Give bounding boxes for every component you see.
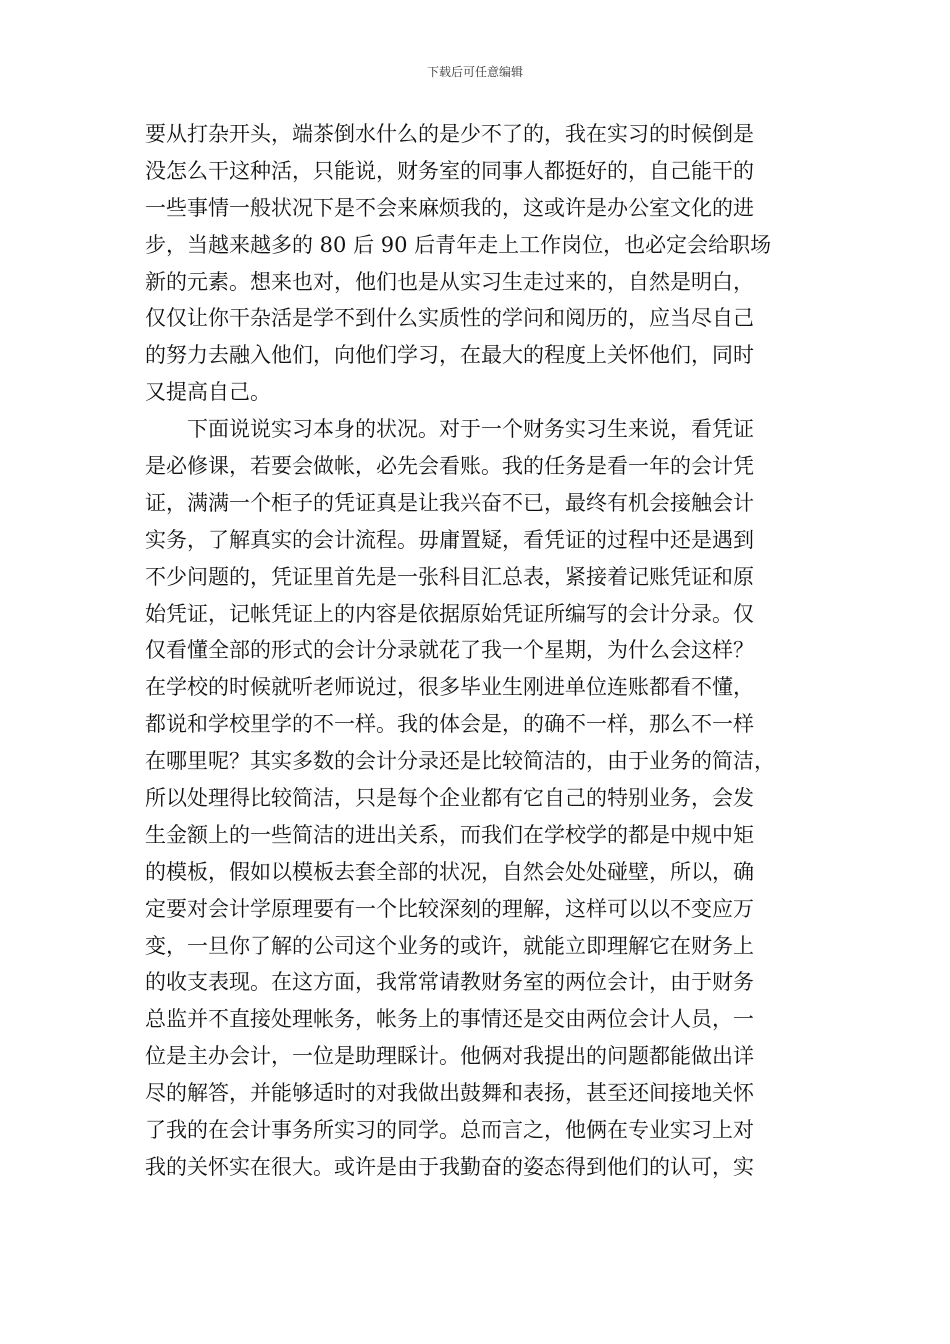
text-line: 了我的在会计事务所实习的同学。总而言之，他俩在专业实习上对 — [145, 1118, 754, 1143]
document-body — [145, 116, 805, 1186]
text-line: 一些事情一般状况下是不会来麻烦我的，这或许是办公室文化的进 — [145, 195, 754, 220]
text-line: 在学校的时候就听老师说过，很多毕业生刚进单位连账都看不懂， — [145, 675, 754, 700]
text-line: 实务，了解真实的会计流程。毋庸置疑，看凭证的过程中还是遇到 — [145, 527, 754, 552]
text-line: 仅看懂全部的形式的会计分录就花了我一个星期，为什么会这样？ — [145, 638, 754, 663]
paragraph-1 — [145, 116, 805, 411]
page-header: 下载后可任意编辑 — [426, 65, 523, 79]
text-line: 不少问题的，凭证里首先是一张科目汇总表，紧接着记账凭证和原 — [145, 564, 754, 589]
text-line: 仅仅让你干杂活是学不到什么实质性的学问和阅历的，应当尽自己 — [145, 306, 754, 331]
text-line: 总监并不直接处理帐务，帐务上的事情还是交由两位会计人员，一 — [145, 1007, 754, 1032]
text-line: 在哪里呢？其实多数的会计分录还是比较简洁的，由于业务的简洁， — [145, 749, 775, 774]
text-line: 变，一旦你了解的公司这个业务的或许，就能立即理解它在财务上 — [145, 933, 754, 958]
text-line: 始凭证，记帐凭证上的内容是依据原始凭证所编写的会计分录。仅 — [145, 601, 754, 626]
text-line: 又提高自己。 — [145, 380, 271, 405]
text-line: 尽的解答，并能够适时的对我做出鼓舞和表扬，甚至还间接地关怀 — [145, 1081, 754, 1106]
text-line: 所以处理得比较简洁，只是每个企业都有它自己的特别业务，会发 — [145, 786, 754, 811]
text-line: 定要对会计学原理要有一个比较深刻的理解，这样可以以不变应万 — [145, 896, 754, 921]
text-line: 位是主办会计，一位是助理睬计。他俩对我提出的问题都能做出详 — [145, 1044, 754, 1069]
text-line: 要从打杂开头，端茶倒水什么的是少不了的，我在实习的时候倒是 — [145, 122, 754, 146]
text-line-indented: 下面说说实习本身的状况。对于一个财务实习生来说，看凭证 — [187, 417, 754, 442]
text-line: 是必修课，若要会做帐，必先会看账。我的任务是看一年的会计凭 — [145, 454, 754, 479]
text-line: 的努力去融入他们，向他们学习，在最大的程度上关怀他们，同时 — [145, 343, 754, 368]
text-line: 步，当越来越多的 80 后 90 后青年走上工作岗位，也必定会给职场 — [145, 232, 772, 257]
text-line: 的收支表现。在这方面，我常常请教财务室的两位会计，由于财务 — [145, 970, 754, 995]
text-line: 我的关怀实在很大。或许是由于我勤奋的姿态得到他们的认可，实 — [145, 1154, 754, 1179]
text-line: 证，满满一个柜子的凭证真是让我兴奋不已，最终有机会接触会计 — [145, 490, 754, 515]
text-line: 生金额上的一些简洁的进出关系，而我们在学校学的都是中规中矩 — [145, 822, 754, 847]
text-line: 都说和学校里学的不一样。我的体会是，的确不一样，那么不一样 — [145, 712, 754, 737]
text-line: 新的元素。想来也对，他们也是从实习生走过来的，自然是明白， — [145, 269, 754, 294]
text-line: 的模板，假如以模板去套全部的状况，自然会处处碰壁，所以，确 — [145, 859, 754, 884]
text-line: 没怎么干这种活，只能说，财务室的同事人都挺好的，自己能干的 — [145, 158, 754, 183]
paragraph-2 — [145, 411, 805, 1186]
